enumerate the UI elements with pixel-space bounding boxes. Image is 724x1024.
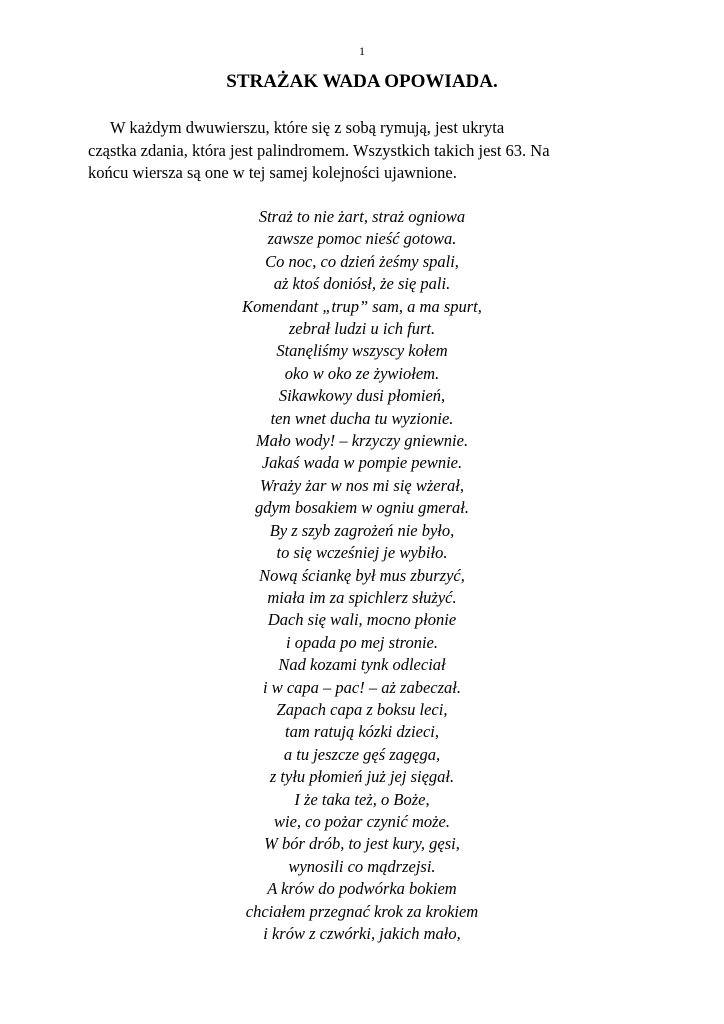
poem-line: wie, co pożar czynić może.: [274, 811, 450, 831]
poem-line: zawsze pomoc nieść gotowa.: [267, 229, 457, 249]
poem-line: W bór drób, to jest kury, gęsi,: [264, 834, 460, 854]
poem-line: i w capa – pac! – aż zabeczał.: [263, 677, 461, 697]
poem-line: I że taka też, o Boże,: [294, 789, 430, 809]
poem-line: i krów z czwórki, jakich mało,: [263, 924, 461, 943]
poem-line: Zapach capa z boksu leci,: [276, 699, 448, 719]
intro-line: W każdym dwuwierszu, które się z sobą rymują, jest ukryta: [110, 118, 505, 137]
poem-line: Jakaś wada w pompie pewnie.: [261, 453, 463, 473]
poem-line: z tyłu płomień już jej sięgał.: [269, 767, 455, 787]
poem-line: ten wnet ducha tu wyzionie.: [270, 408, 454, 428]
poem-line: Wraży żar w nos mi się wżerał,: [260, 475, 464, 495]
poem-line: By z szyb zagrożeń nie było,: [269, 520, 455, 540]
poem-line: chciałem przegnać krok za krokiem: [245, 901, 479, 921]
poem-line: Co noc, co dzień żeśmy spali,: [265, 251, 459, 271]
page-number: 1: [359, 44, 365, 58]
poem-line: tam ratują kózki dzieci,: [285, 722, 439, 742]
poem-line: Komendant „trup” sam, a ma spurt,: [242, 296, 482, 316]
poem-line: Stanęliśmy wszyscy kołem: [276, 341, 448, 361]
poem-line: Mało wody! – krzyczy gniewnie.: [255, 431, 469, 451]
poem-line: Sikawkowy dusi płomień,: [278, 386, 446, 406]
document-title: STRAŻAK WADA OPOWIADA.: [226, 71, 498, 92]
intro-paragraph: [88, 117, 648, 185]
poem-line: wynosili co mądrzejsi.: [288, 856, 436, 876]
poem-line: aż ktoś doniósł, że się pali.: [273, 274, 451, 294]
poem-line: Straż to nie żart, straż ogniowa: [258, 207, 466, 226]
intro-line: końcu wiersza są one w tej samej kolejności ujawnione.: [88, 163, 457, 182]
poem-line: miała im za spichlerz służyć.: [267, 587, 457, 607]
poem-line: Dach się wali, mocno płonie: [267, 610, 457, 630]
poem: [0, 206, 724, 945]
poem-line: gdym bosakiem w ogniu gmerał.: [254, 498, 470, 518]
poem-line: Nad kozami tynk odleciał: [278, 655, 446, 675]
poem-line: A krów do podwórka bokiem: [267, 879, 457, 899]
poem-line: i opada po mej stronie.: [285, 632, 438, 652]
poem-line: zebrał ludzi u ich furt.: [288, 319, 436, 339]
poem-line: Nową ściankę był mus zburzyć,: [259, 565, 465, 585]
intro-line: cząstka zdania, która jest palindromem. Wszystkich takich jest 63. Na: [88, 140, 550, 160]
poem-line: to się wcześniej je wybiło.: [276, 543, 448, 563]
poem-line: oko w oko ze żywiołem.: [284, 363, 440, 383]
poem-line: a tu jeszcze gęś zagęga,: [283, 744, 441, 764]
